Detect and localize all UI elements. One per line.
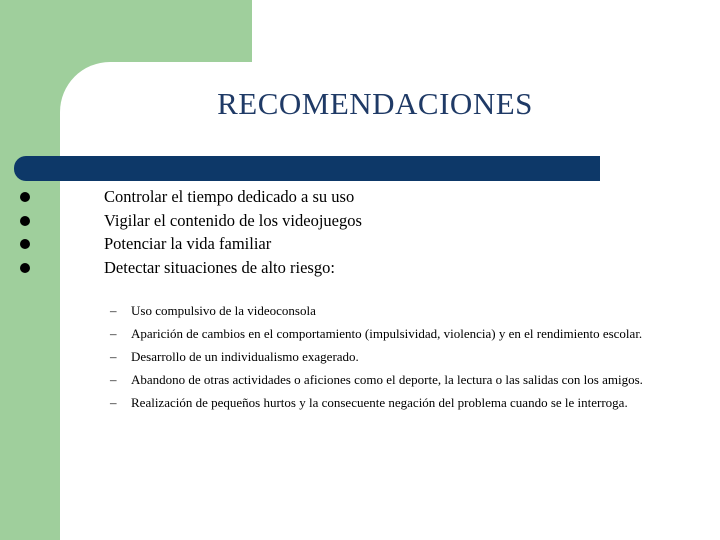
dash-marker: – [110,395,117,410]
bullet-item [20,186,680,210]
sub-bullet-text: Desarrollo de un individualismo exagerado. [131,349,359,364]
sub-bullet-item [110,302,650,320]
bullet-text: Potenciar la vida familiar [104,234,272,253]
title-divider-bar [14,156,600,181]
sub-bullet-text: Realización de pequeños hurtos y la consecuente negación del problema cuando se le interroga. [131,395,628,410]
bullet-dot-icon [20,216,30,226]
sub-bullet-item [110,325,650,343]
sub-bullet-text: Abandono de otras actividades o aficiones como el deporte, la lectura o las salidas con los amigos. [131,372,643,387]
content-panel [60,62,720,540]
bullet-item [20,257,680,281]
bullet-dot-icon [20,263,30,273]
bullet-dot-icon [20,239,30,249]
sub-bullet-text: Aparición de cambios en el comportamiento (impulsividad, violencia) y en el rendimiento escolar. [131,326,643,341]
sub-bullet-text: Uso compulsivo de la videoconsola [131,303,316,318]
slide-title: RECOMENDACIONES [217,86,533,121]
sub-bullet-item [110,394,650,412]
main-bullet-list [20,186,680,280]
dash-marker: – [110,372,117,387]
dash-marker: – [110,303,117,318]
sub-bullet-item [110,371,650,389]
sub-bullet-list [110,302,650,417]
sub-bullet-item [110,348,650,366]
dash-marker: – [110,349,117,364]
bullet-item [20,233,680,257]
bullet-text: Detectar situaciones de alto riesgo: [104,257,335,277]
bullet-dot-icon [20,192,30,202]
bullet-text: Vigilar el contenido de los videojuegos [104,210,362,230]
dash-marker: – [110,326,117,341]
bullet-text: Controlar el tiempo dedicado a su uso [104,187,355,206]
bullet-item [20,210,680,234]
